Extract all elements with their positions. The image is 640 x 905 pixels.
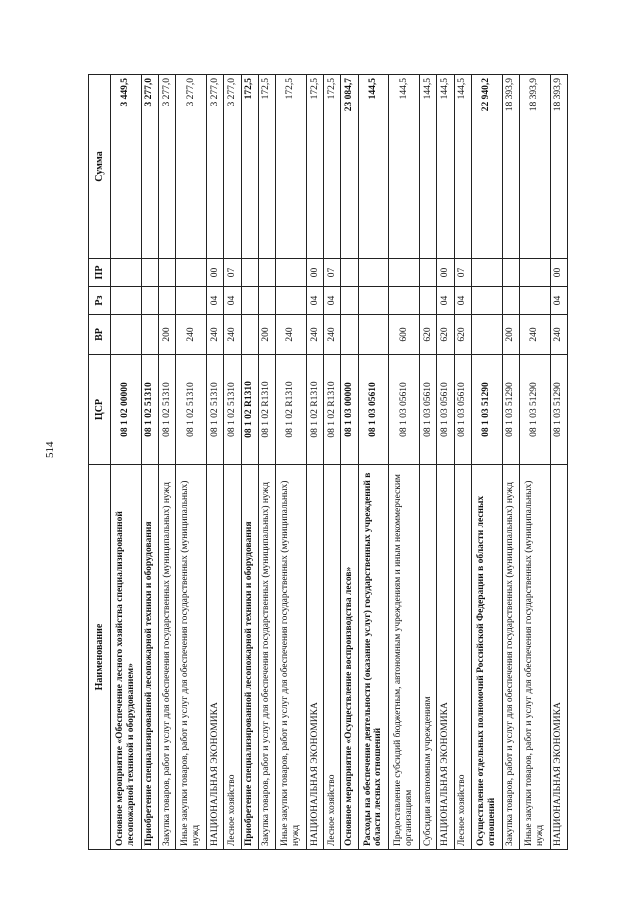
cell-name: НАЦИОНАЛЬНАЯ ЭКОНОМИКА: [207, 465, 224, 850]
cell-pr: [159, 259, 176, 287]
table-row: [111, 75, 142, 850]
cell-name: Основное мероприятие «Осуществление воспроизводства лесов»: [341, 465, 358, 850]
cell-vr: 600: [389, 315, 420, 355]
cell-name: Закупка товаров, работ и услуг для обеспечения государственных (муниципальных) нужд: [159, 465, 176, 850]
cell-rz: [502, 287, 519, 315]
table-row: [341, 75, 358, 850]
cell-name: Закупка товаров, работ и услуг для обеспечения государственных (муниципальных) нужд: [502, 465, 519, 850]
cell-sum: 172,5: [276, 75, 307, 259]
cell-rz: [176, 287, 207, 315]
table-row: [389, 75, 420, 850]
budget-table-rotated: [88, 75, 568, 850]
cell-pr: [502, 259, 519, 287]
cell-vr: 240: [207, 315, 224, 355]
cell-name: Приобретение специализированной лесопожарной техники и оборудования: [141, 465, 158, 850]
header-vr: ВР: [89, 315, 111, 355]
cell-csr: 08 1 02 51310: [176, 355, 207, 465]
cell-name: Иные закупки товаров, работ и услуг для обеспечения государственных (муниципальных) нужд: [176, 465, 207, 850]
cell-rz: [141, 287, 158, 315]
cell-name: НАЦИОНАЛЬНАЯ ЭКОНОМИКА: [437, 465, 454, 850]
cell-vr: [111, 315, 142, 355]
cell-rz: 04: [454, 287, 471, 315]
cell-sum: 172,5: [324, 75, 341, 259]
cell-pr: [111, 259, 142, 287]
cell-csr: 08 1 02 R1310: [241, 355, 258, 465]
table-header-row: [89, 75, 111, 850]
cell-pr: [420, 259, 437, 287]
cell-csr: 08 1 02 51310: [207, 355, 224, 465]
page-number: 514: [44, 441, 56, 458]
table-row: [159, 75, 176, 850]
table-row: [258, 75, 275, 850]
cell-csr: 08 1 03 51290: [502, 355, 519, 465]
table-row: [502, 75, 519, 850]
cell-sum: 172,5: [306, 75, 323, 259]
cell-vr: 240: [324, 315, 341, 355]
table-row: [519, 75, 550, 850]
table-row: [550, 75, 567, 850]
cell-rz: 04: [324, 287, 341, 315]
cell-pr: [276, 259, 307, 287]
cell-name: Предоставление субсидий бюджетным, автономным учреждениям и иным некоммерческим организациям: [389, 465, 420, 850]
table-row: [224, 75, 241, 850]
cell-csr: 08 1 03 51290: [471, 355, 502, 465]
cell-rz: [420, 287, 437, 315]
cell-sum: 144,5: [358, 75, 389, 259]
cell-rz: 04: [207, 287, 224, 315]
cell-sum: 144,5: [454, 75, 471, 259]
cell-rz: 04: [224, 287, 241, 315]
table-row: [437, 75, 454, 850]
cell-sum: 3 277,0: [176, 75, 207, 259]
cell-vr: 620: [420, 315, 437, 355]
cell-vr: [241, 315, 258, 355]
cell-name: Лесное хозяйство: [324, 465, 341, 850]
cell-csr: 08 1 03 51290: [519, 355, 550, 465]
cell-csr: 08 1 03 00000: [341, 355, 358, 465]
cell-vr: 240: [306, 315, 323, 355]
cell-name: Осуществление отдельных полномочий Российской Федерации в области лесных отношений: [471, 465, 502, 850]
cell-vr: 200: [258, 315, 275, 355]
cell-rz: [159, 287, 176, 315]
cell-sum: 18 393,9: [502, 75, 519, 259]
table-row: [207, 75, 224, 850]
cell-pr: 07: [224, 259, 241, 287]
cell-rz: 04: [550, 287, 567, 315]
cell-csr: 08 1 03 05610: [358, 355, 389, 465]
cell-pr: [519, 259, 550, 287]
cell-sum: 18 393,9: [519, 75, 550, 259]
cell-pr: [176, 259, 207, 287]
cell-pr: 00: [306, 259, 323, 287]
table-body: [111, 75, 568, 850]
cell-pr: 00: [437, 259, 454, 287]
cell-name: НАЦИОНАЛЬНАЯ ЭКОНОМИКА: [550, 465, 567, 850]
cell-name: Расходы на обеспечение деятельности (оказание услуг) государственных учреждений в области лесных отношений: [358, 465, 389, 850]
cell-vr: 200: [159, 315, 176, 355]
cell-sum: 172,5: [258, 75, 275, 259]
table-row: [306, 75, 323, 850]
cell-pr: [389, 259, 420, 287]
cell-pr: 00: [207, 259, 224, 287]
table-row: [324, 75, 341, 850]
cell-vr: [141, 315, 158, 355]
cell-vr: 200: [502, 315, 519, 355]
cell-vr: 240: [276, 315, 307, 355]
cell-rz: [276, 287, 307, 315]
cell-vr: [341, 315, 358, 355]
cell-csr: 08 1 02 R1310: [324, 355, 341, 465]
header-sum: Сумма: [89, 75, 111, 259]
cell-rz: [519, 287, 550, 315]
table-row: [471, 75, 502, 850]
cell-pr: 07: [324, 259, 341, 287]
cell-vr: 240: [224, 315, 241, 355]
cell-pr: [358, 259, 389, 287]
header-name: Наименование: [89, 465, 111, 850]
cell-vr: 620: [454, 315, 471, 355]
cell-name: Закупка товаров, работ и услуг для обеспечения государственных (муниципальных) нужд: [258, 465, 275, 850]
cell-name: НАЦИОНАЛЬНАЯ ЭКОНОМИКА: [306, 465, 323, 850]
cell-csr: 08 1 02 R1310: [276, 355, 307, 465]
cell-sum: 3 277,0: [141, 75, 158, 259]
cell-vr: [471, 315, 502, 355]
header-pr: ПР: [89, 259, 111, 287]
cell-csr: 08 1 03 05610: [454, 355, 471, 465]
cell-csr: 08 1 02 R1310: [258, 355, 275, 465]
cell-sum: 144,5: [389, 75, 420, 259]
cell-rz: 04: [437, 287, 454, 315]
cell-vr: 240: [519, 315, 550, 355]
cell-vr: 240: [176, 315, 207, 355]
cell-rz: [471, 287, 502, 315]
cell-pr: [471, 259, 502, 287]
cell-rz: [389, 287, 420, 315]
cell-sum: 144,5: [437, 75, 454, 259]
cell-name: Приобретение специализированной лесопожарной техники и оборудования: [241, 465, 258, 850]
cell-pr: [341, 259, 358, 287]
cell-sum: 144,5: [420, 75, 437, 259]
cell-name: Субсидии автономным учреждениям: [420, 465, 437, 850]
cell-vr: 240: [550, 315, 567, 355]
cell-name: Основное мероприятие «Обеспечение лесного хозяйства специализированной лесопожарной техникой и оборудованием»: [111, 465, 142, 850]
table-row: [358, 75, 389, 850]
cell-vr: 620: [437, 315, 454, 355]
cell-pr: [241, 259, 258, 287]
cell-rz: 04: [306, 287, 323, 315]
cell-name: Лесное хозяйство: [454, 465, 471, 850]
cell-csr: 08 1 02 51310: [224, 355, 241, 465]
cell-csr: 08 1 03 05610: [389, 355, 420, 465]
table-row: [241, 75, 258, 850]
cell-sum: 18 393,9: [550, 75, 567, 259]
header-rz: Рз: [89, 287, 111, 315]
cell-pr: 07: [454, 259, 471, 287]
cell-sum: 23 084,7: [341, 75, 358, 259]
budget-table: [88, 74, 568, 850]
cell-sum: 172,5: [241, 75, 258, 259]
header-csr: ЦСР: [89, 355, 111, 465]
cell-name: Лесное хозяйство: [224, 465, 241, 850]
cell-name: Иные закупки товаров, работ и услуг для обеспечения государственных (муниципальных) нужд: [519, 465, 550, 850]
cell-rz: [341, 287, 358, 315]
table-row: [454, 75, 471, 850]
cell-pr: [258, 259, 275, 287]
cell-csr: 08 1 02 51310: [159, 355, 176, 465]
cell-vr: [358, 315, 389, 355]
cell-sum: 22 940,2: [471, 75, 502, 259]
cell-rz: [258, 287, 275, 315]
cell-csr: 08 1 03 05610: [437, 355, 454, 465]
cell-csr: 08 1 02 00000: [111, 355, 142, 465]
cell-pr: 00: [550, 259, 567, 287]
table-row: [276, 75, 307, 850]
cell-sum: 3 277,0: [159, 75, 176, 259]
cell-rz: [111, 287, 142, 315]
cell-csr: 08 1 03 05610: [420, 355, 437, 465]
table-row: [176, 75, 207, 850]
cell-sum: 3 277,0: [207, 75, 224, 259]
table-row: [420, 75, 437, 850]
cell-sum: 3 277,0: [224, 75, 241, 259]
cell-rz: [358, 287, 389, 315]
cell-pr: [141, 259, 158, 287]
cell-sum: 3 449,5: [111, 75, 142, 259]
cell-name: Иные закупки товаров, работ и услуг для обеспечения государственных (муниципальных) нужд: [276, 465, 307, 850]
cell-csr: 08 1 02 51310: [141, 355, 158, 465]
cell-csr: 08 1 03 51290: [550, 355, 567, 465]
cell-rz: [241, 287, 258, 315]
table-row: [141, 75, 158, 850]
cell-csr: 08 1 02 R1310: [306, 355, 323, 465]
